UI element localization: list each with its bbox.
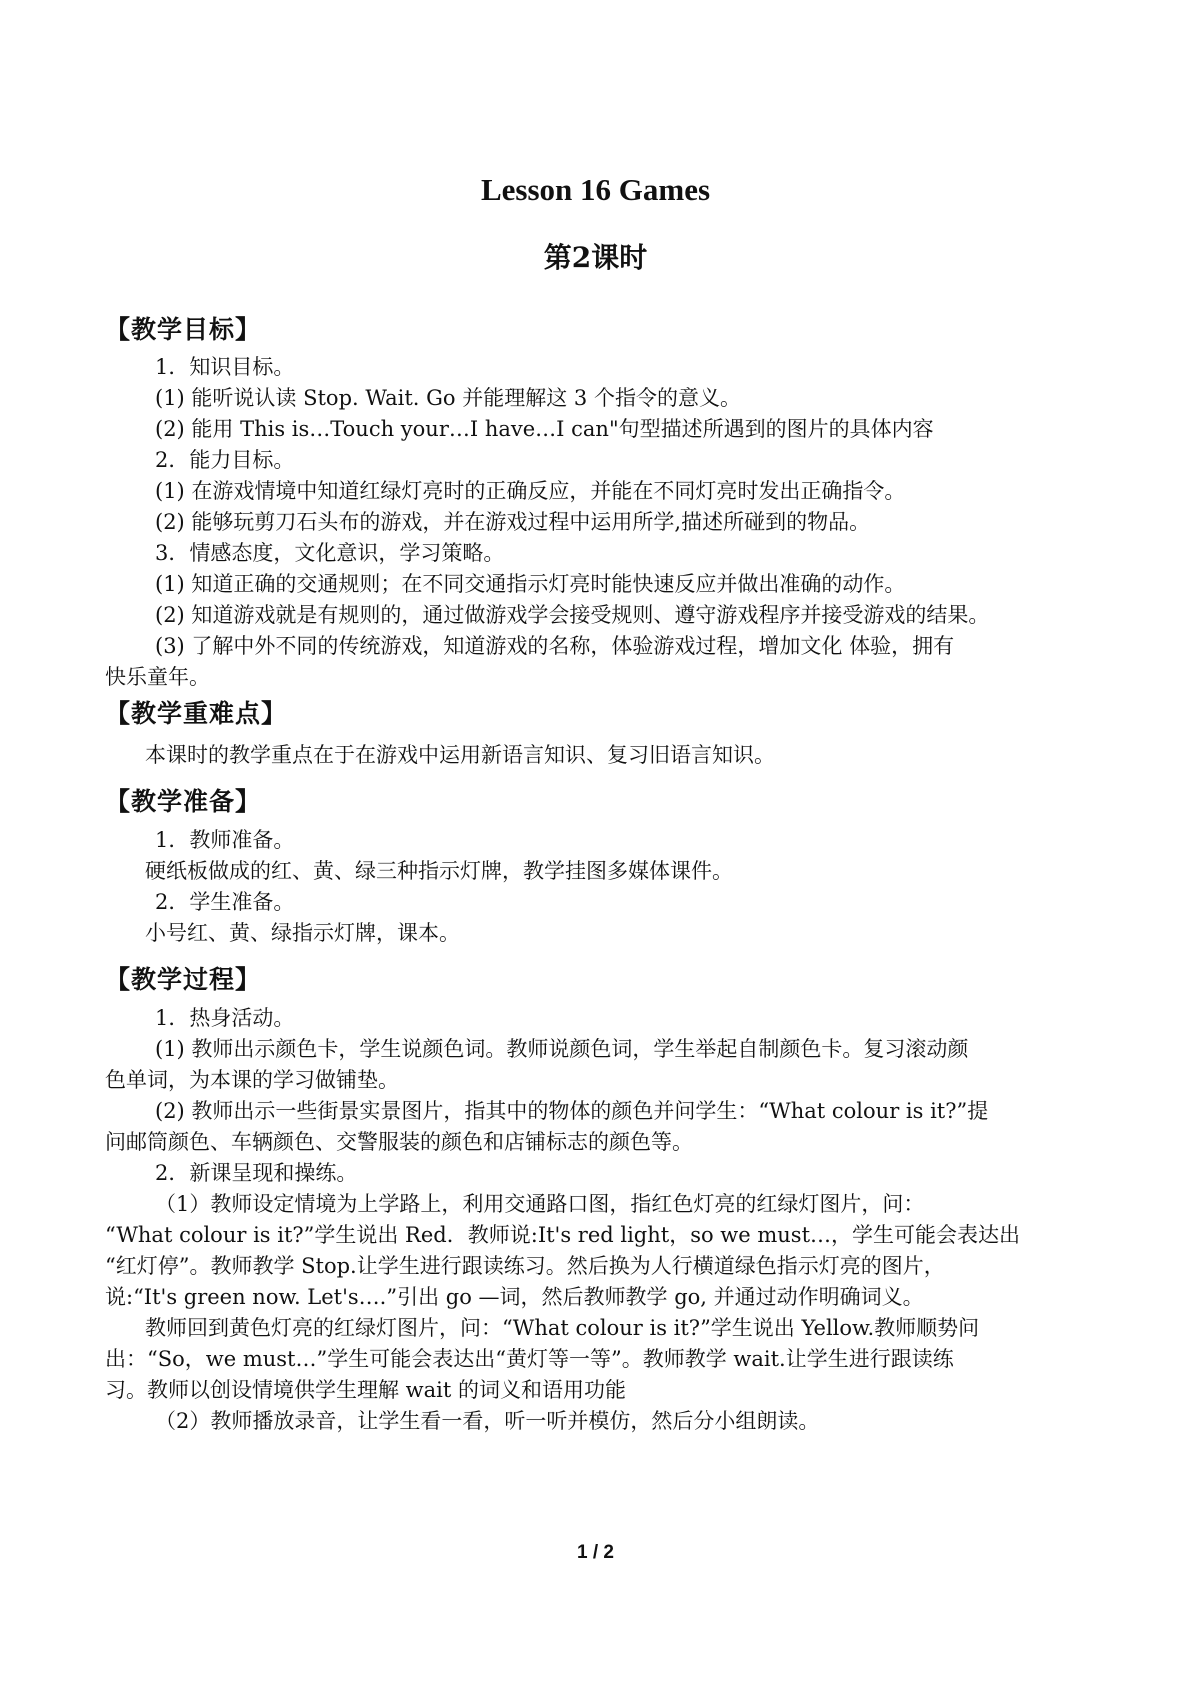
process-line: （2）教师播放录音，让学生看一看，听一听并模仿，然后分小组朗读。 — [155, 1409, 820, 1433]
section-heading-process: 【教学过程】 — [105, 965, 262, 994]
preparation-line: 1．教师准备。 — [155, 828, 295, 852]
section-heading-preparation: 【教学准备】 — [105, 787, 262, 816]
section-heading-goals: 【教学目标】 — [105, 315, 262, 344]
process-line: 教师回到黄色灯亮的红绿灯图片，问：“What colour is it?”学生说出 Yellow.教师顺势问 — [145, 1316, 980, 1340]
process-line: 问邮筒颜色、车辆颜色、交警服装的颜色和店铺标志的颜色等。 — [105, 1130, 693, 1154]
process-line: 1．热身活动。 — [155, 1006, 295, 1030]
goals-line: (1) 在游戏情境中知道红绿灯亮时的正确反应，并能在不同灯亮时发出正确指令。 — [155, 479, 906, 503]
process-line: 出：“So，we must…”学生可能会表达出“黄灯等一等”。教师教学 wait.让学生进行跟读练 — [105, 1347, 954, 1371]
goals-line: 2．能力目标。 — [155, 448, 295, 472]
goals-line: (1) 知道正确的交通规则；在不同交通指示灯亮时能快速反应并做出准确的动作。 — [155, 572, 906, 596]
process-line: “What colour is it?”学生说出 Red．教师说:It's red light，so we must…，学生可能会表达出 — [105, 1223, 1021, 1247]
key-points-line: 本课时的教学重点在于在游戏中运用新语言知识、复习旧语言知识。 — [145, 743, 775, 767]
process-line: 习。教师以创设情境供学生理解 wait 的词义和语用功能 — [105, 1378, 626, 1402]
preparation-line: 硬纸板做成的红、黄、绿三种指示灯牌，教学挂图多媒体课件。 — [145, 859, 733, 883]
preparation-line: 小号红、黄、绿指示灯牌，课本。 — [145, 921, 460, 945]
goals-line: (2) 知道游戏就是有规则的，通过做游戏学会接受规则、遵守游戏程序并接受游戏的结果。 — [155, 603, 990, 627]
goals-line: (2) 能够玩剪刀石头布的游戏，并在游戏过程中运用所学,描述所碰到的物品。 — [155, 510, 871, 534]
goals-line: 3．情感态度，文化意识，学习策略。 — [155, 541, 505, 565]
section-heading-key-points: 【教学重难点】 — [105, 699, 288, 728]
document-subtitle: 第2课时 — [543, 241, 648, 274]
process-line: 2．新课呈现和操练。 — [155, 1161, 358, 1185]
process-line: 说:“It's green now. Let's….”引出 go —词，然后教师教学 go, 并通过动作明确词义。 — [105, 1285, 924, 1309]
goals-line: 快乐童年。 — [105, 665, 210, 689]
process-line: “红灯停”。教师教学 Stop.让学生进行跟读练习。然后换为人行横道绿色指示灯亮的图片， — [105, 1254, 945, 1278]
goals-line: (1) 能听说认读 Stop. Wait. Go 并能理解这 3 个指令的意义。 — [155, 386, 741, 410]
process-line: (2) 教师出示一些街景实景图片，指其中的物体的颜色并问学生：“What colour is it?”提 — [155, 1099, 989, 1123]
document-title: Lesson 16 Games — [480, 172, 711, 207]
process-line: 色单词，为本课的学习做铺垫。 — [105, 1068, 399, 1092]
goals-line: (3) 了解中外不同的传统游戏，知道游戏的名称，体验游戏过程，增加文化 体验，拥有 — [155, 634, 955, 658]
process-line: （1）教师设定情境为上学路上，利用交通路口图，指红色灯亮的红绿灯图片，问： — [155, 1192, 925, 1216]
preparation-line: 2．学生准备。 — [155, 890, 295, 914]
page-number: 1 / 2 — [577, 1542, 614, 1563]
process-line: (1) 教师出示颜色卡，学生说颜色词。教师说颜色词，学生举起自制颜色卡。复习滚动颜 — [155, 1037, 969, 1061]
goals-line: 1．知识目标。 — [155, 355, 295, 379]
goals-line: (2) 能用 This is…Touch your…I have…I can"句型描述所遇到的图片的具体内容 — [155, 417, 934, 441]
